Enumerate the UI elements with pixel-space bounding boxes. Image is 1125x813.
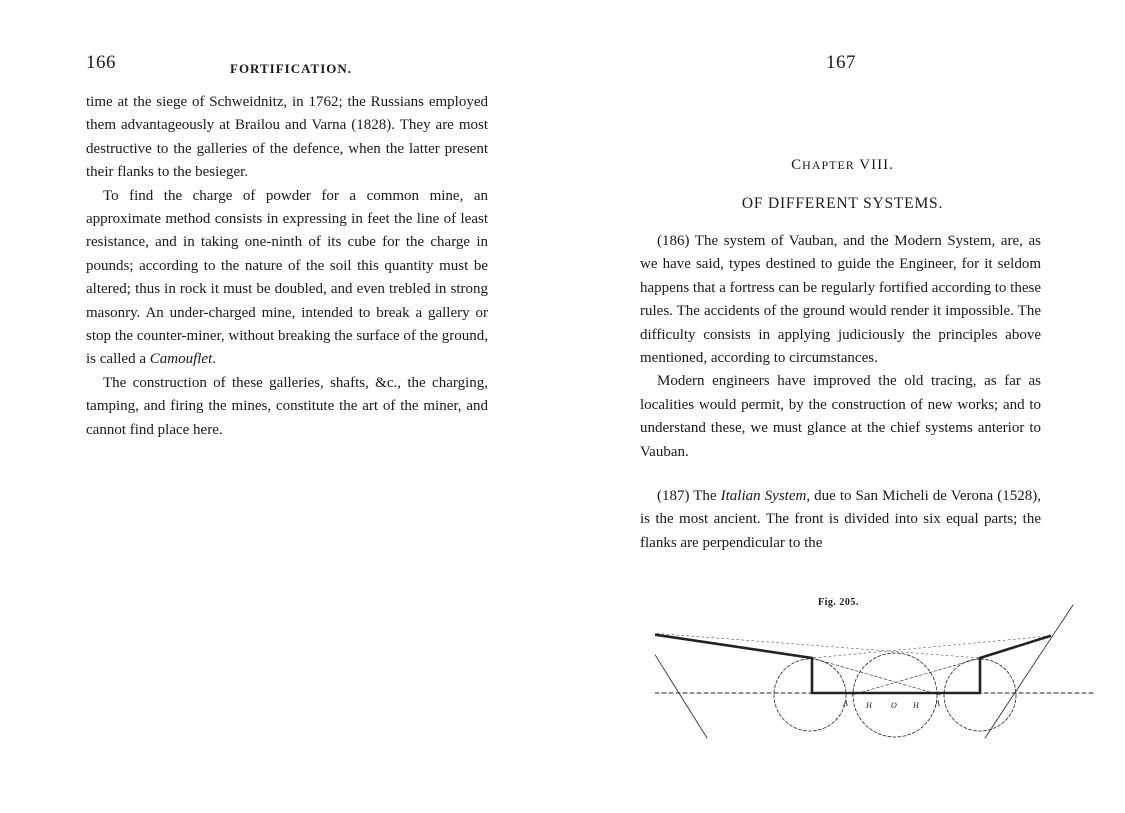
paragraph-text: (187) The	[657, 488, 721, 505]
chapter-initial: C	[791, 157, 803, 173]
fig-label-h-left: H	[866, 701, 872, 710]
figure-caption: Fig. 205.	[818, 597, 859, 608]
italic-term: Italian System,	[720, 488, 811, 505]
construction-line	[655, 610, 707, 738]
paragraph	[640, 485, 1041, 555]
paragraph: (186) The system of Vauban, and the Modern System, are, as we have said, types destined to guide the Engineer, for it seldom happens that a fortress can be regularly fortified according to these rules. The accidents of the ground would render it impossible. The difficulty consists in applying judiciously the principles above mentioned, according to circumstances.	[640, 233, 1041, 367]
left-body-text	[86, 91, 488, 442]
page-number-right: 167	[826, 52, 856, 73]
right-page	[560, 0, 1125, 813]
fig-label-a-right: A	[935, 699, 940, 708]
italian-system-diagram	[655, 600, 1095, 745]
paragraph: time at the siege of Schweidnitz, in 1762; the Russians employed them advantageously at Brailou and Varna (1828). They are most destructive to the galleries of the defence, when the latter present their flanks to the besieger.	[86, 94, 488, 181]
construction-line	[985, 605, 1073, 738]
paragraph-text: due to San Micheli de Verona (1528), is the most ancient. The front is divided into six equal parts; the flanks are perpendicular to the	[640, 488, 1041, 551]
italic-term: Camouflet	[149, 351, 213, 368]
chapter-number: VIII.	[859, 157, 894, 173]
left-page	[0, 0, 560, 813]
chapter-heading	[560, 157, 1125, 174]
construction-line	[655, 632, 980, 658]
paragraph	[86, 185, 488, 372]
fig-label-o: O	[891, 701, 897, 710]
page-number-left: 166	[86, 52, 116, 73]
paragraph-text: To find the charge of powder for a common mine, an approximate method consists in expressing in feet the line of least resistance, and in taking one-ninth of its cube for the charge in pounds; according to the nature of the soil this quantity must be altered; thus in rock it must be doubled, and even trebled in strong masonry. An under-charged mine, intended to break a gallery or stop the counter-miner, without breaking the surface of the ground, is called a	[86, 187, 488, 368]
fig-label-h-right: H	[913, 701, 919, 710]
construction-line	[812, 658, 940, 695]
running-head: FORTIFICATION.	[230, 61, 353, 76]
paragraph-text: .	[212, 351, 216, 368]
fortification-front	[655, 632, 1050, 693]
figure-labels	[842, 699, 940, 710]
right-body-text	[640, 230, 1041, 555]
paragraph: The construction of these galleries, shafts, &c., the charging, tamping, and firing the mines, constitute the art of the miner, and cannot find place here.	[86, 374, 488, 438]
section-title: OF DIFFERENT SYSTEMS.	[741, 195, 944, 212]
construction-line	[852, 658, 980, 695]
construction-circle	[853, 653, 937, 737]
figure-205	[655, 600, 1095, 745]
construction-circle	[774, 659, 846, 731]
fig-label-a-left: A	[843, 699, 848, 708]
chapter-word: HAPTER	[802, 158, 855, 172]
paragraph: Modern engineers have improved the old tracing, as far as localities would permit, by the construction of new works; and to understand these, we must glance at the chief systems anterior to Vauban.	[640, 373, 1041, 460]
